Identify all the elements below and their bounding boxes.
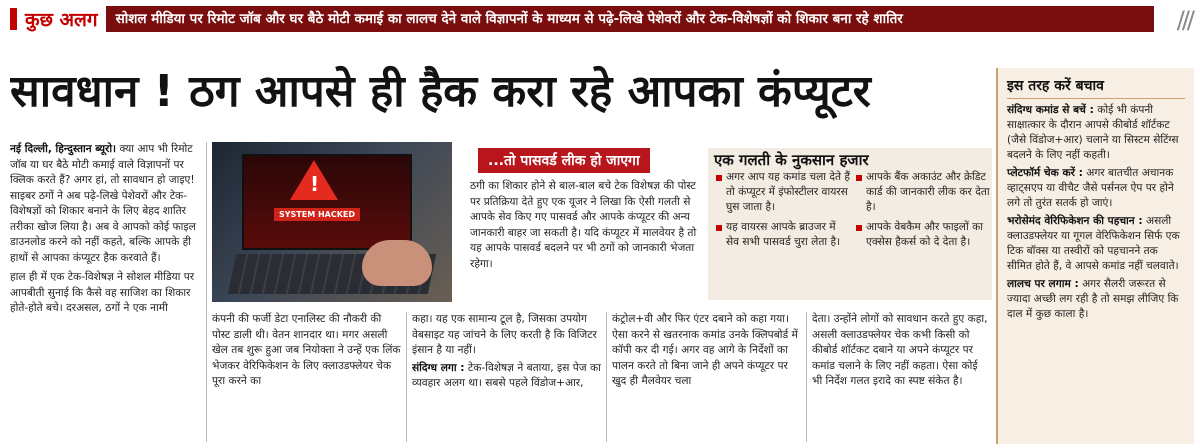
list-item: अगर आप यह कमांड चला देते हैं तो कंप्यूटर में इंफोस्टीलर वायरस घुस जाता है। (714, 170, 852, 215)
sidebar-item-lead: लालच पर लगाम : (1007, 278, 1079, 290)
list-item: आपके बैंक अकाउंट और क्रेडिट कार्ड की जानकारी लीक कर देता है। (854, 170, 992, 215)
list-item: आपके वेबकैम और फाइलों का एक्सेस हैकर्स को दे देता है। (854, 220, 992, 250)
sidebar-item-lead: प्लेटफॉर्म चेक करें : (1007, 167, 1083, 179)
corner-mark: /// (1176, 6, 1192, 34)
loss-list-right (854, 170, 992, 255)
article-column-5 (812, 312, 990, 444)
system-hacked-label: SYSTEM HACKED (274, 208, 360, 221)
column-divider (806, 312, 807, 442)
sidebar-item (1007, 214, 1185, 274)
headline: सावधान ! ठग आपसे ही हैक करा रहे आपका कंप्यूटर (10, 66, 871, 117)
column3-lead: संदिग्ध लगा : (412, 361, 465, 374)
sidebar-item (1007, 103, 1185, 163)
column-divider (206, 142, 207, 442)
column1-body-2: हाल ही में एक टेक-विशेषज्ञ ने सोशल मीडिया पर आपबीती सुनाई कि कैसे वह साजिश का शिकार होते-होते बचे। दरअसल, ठगों ने एक नामी (10, 271, 195, 314)
sidebar-item-lead: भरोसेमंद वेरिफिकेशन की पहचान : (1007, 215, 1143, 227)
column5-body: देता। उन्होंने लोगों को सावधान करते हुए कहा, असली क्लाउडफ्लेयर चेक कभी किसी को कीबोर्ड शॉर्टकट दबाने या अपने कंप्यूटर पर कमांड चलाने के लिए नहीं कहता। ऐसा कोई भी निर्देश गलत इरादे का स्पष्ट संकेत है। (812, 313, 988, 387)
sidebar-item (1007, 277, 1185, 322)
sidebar-item-text: कोई भी कंपनी साक्षात्कार के दौरान आपसे कीबोर्ड शॉर्टकट (जैसे विंडोज+आर) चलाने या सिस्टम सेटिंग्स बदलने के लिए नहीं कहती। (1007, 104, 1179, 161)
password-box-body: ठगी का शिकार होने से बाल-बाल बचे टेक विशेषज्ञ की पोस्ट पर प्रतिक्रिया देते हुए एक यूजर ने लिखा कि ऐसी गलती से आपके सेव किए गए पासवर्ड और आपके कंप्यूटर की अन्य जानकारी बाहर जा सकती है। यदि कंप्यूटर में मालवेयर है तो यह आपके पासवर्ड बदलने पर भी ठगों को जानकारी भेजता रहेगा। (470, 180, 697, 270)
hand (362, 240, 432, 286)
column3-body: कहा। यह एक सामान्य टूल है, जिसका उपयोग वेबसाइट यह जांचने के लिए करती है कि विजिटर इंसान है या नहीं। (412, 313, 597, 356)
column-divider (406, 312, 407, 442)
loss-list-left (714, 170, 852, 255)
column-divider (606, 312, 607, 442)
password-leak-box (470, 148, 700, 308)
article-column-4 (612, 312, 802, 444)
sidebar-title: इस तरह करें बचाव (1007, 76, 1185, 99)
column4-body: कंट्रोल+वी और फिर एंटर दबाने को कहा गया। ऐसा करने से खतरनाक कमांड उनके क्लिपबोर्ड में कॉपी कर दी गई। अगर वह आगे के निर्देशों का पालन करते तो बिना जाने ही अपने कंप्यूटर पर खुद ही मैलवेयर चला (612, 313, 798, 387)
sidebar-item-lead: संदिग्ध कमांड से बचें : (1007, 104, 1094, 116)
article-column-2 (212, 312, 402, 444)
loss-box (708, 148, 992, 300)
prevention-sidebar (996, 68, 1194, 444)
section-label: कुछ अलग (25, 9, 98, 31)
sidebar-item-text: अगर सैलरी जरूरत से ज्यादा अच्छी लग रही है तो समझ लीजिए कि दाल में कुछ काला है। (1007, 278, 1179, 320)
column3-para (412, 361, 602, 392)
section-header (0, 0, 1200, 38)
section-marker (10, 8, 17, 30)
column2-body: कंपनी की फर्जी डेटा एनालिस्ट की नौकरी की पोस्ट डाली थी। वेतन शानदार था। मगर असली खेल तब शुरू हुआ जब नियोक्ता ने उन्हें एक लिंक भेजकर वेरिफिकेशन के लिए क्लाउडफ्लेयर चेक पूरा करने का (212, 313, 401, 387)
strapline: सोशल मीडिया पर रिमोट जॉब और घर बैठे मोटी कमाई का लालच देने वाले विज्ञापनों के माध्यम से पढ़े-लिखे पेशेवरों और टेक-विशेषज्ञों को शिकार बना रहे शातिर (106, 6, 1154, 32)
sidebar-item-text: अगर बातचीत अचानक व्हाट्सएप या वीचैट जैसे पर्सनल ऐप पर होने लगे तो तुरंत सतर्क हो जाएं। (1007, 167, 1174, 209)
column1-body: क्या आप भी रिमोट जॉब या घर बैठे मोटी कमाई वाले विज्ञापनों पर क्लिक करते हैं? अगर हां, तो सावधान हो जाइए! साइबर ठगों ने अब पढ़े-लिखे पेशेवरों और टेक-विशेषज्ञों को शिकार बनाने के लिए बेहद शातिर तरीका खोज लिया है। अब वे आपको कोई फाइल डाउनलोड करने को नहीं कहते, बल्कि आपके ही हाथों से आपका कंप्यूटर हैक करवाते हैं। (10, 143, 196, 264)
loss-box-title: एक गलती के नुकसान हजार (714, 151, 869, 169)
article-column-1 (10, 142, 202, 442)
password-box-title: ...तो पासवर्ड लीक हो जाएगा (478, 148, 650, 173)
sidebar-item-text: असली क्लाउडफ्लेयर या गूगल वेरिफिकेशन सिर्फ एक टिक बॉक्स या तस्वीरों को पहचानने तक सीमित होते हैं, वे आपसे कमांड नहीं चलवाते। (1007, 215, 1180, 272)
list-item: यह वायरस आपके ब्राउजर में सेव सभी पासवर्ड चुरा लेता है। (714, 220, 852, 250)
dateline: नई दिल्ली, हिन्दुस्तान ब्यूरो। (10, 143, 117, 155)
warning-exclamation: ! (310, 172, 320, 196)
article-column-3 (412, 312, 602, 444)
column3-body-2: टेक-विशेषज्ञ ने बताया, इस पेज का व्यवहार अलग था। सबसे पहले विंडोज+आर, (412, 361, 601, 389)
hacked-laptop-photo (212, 142, 452, 302)
sidebar-item (1007, 166, 1185, 211)
